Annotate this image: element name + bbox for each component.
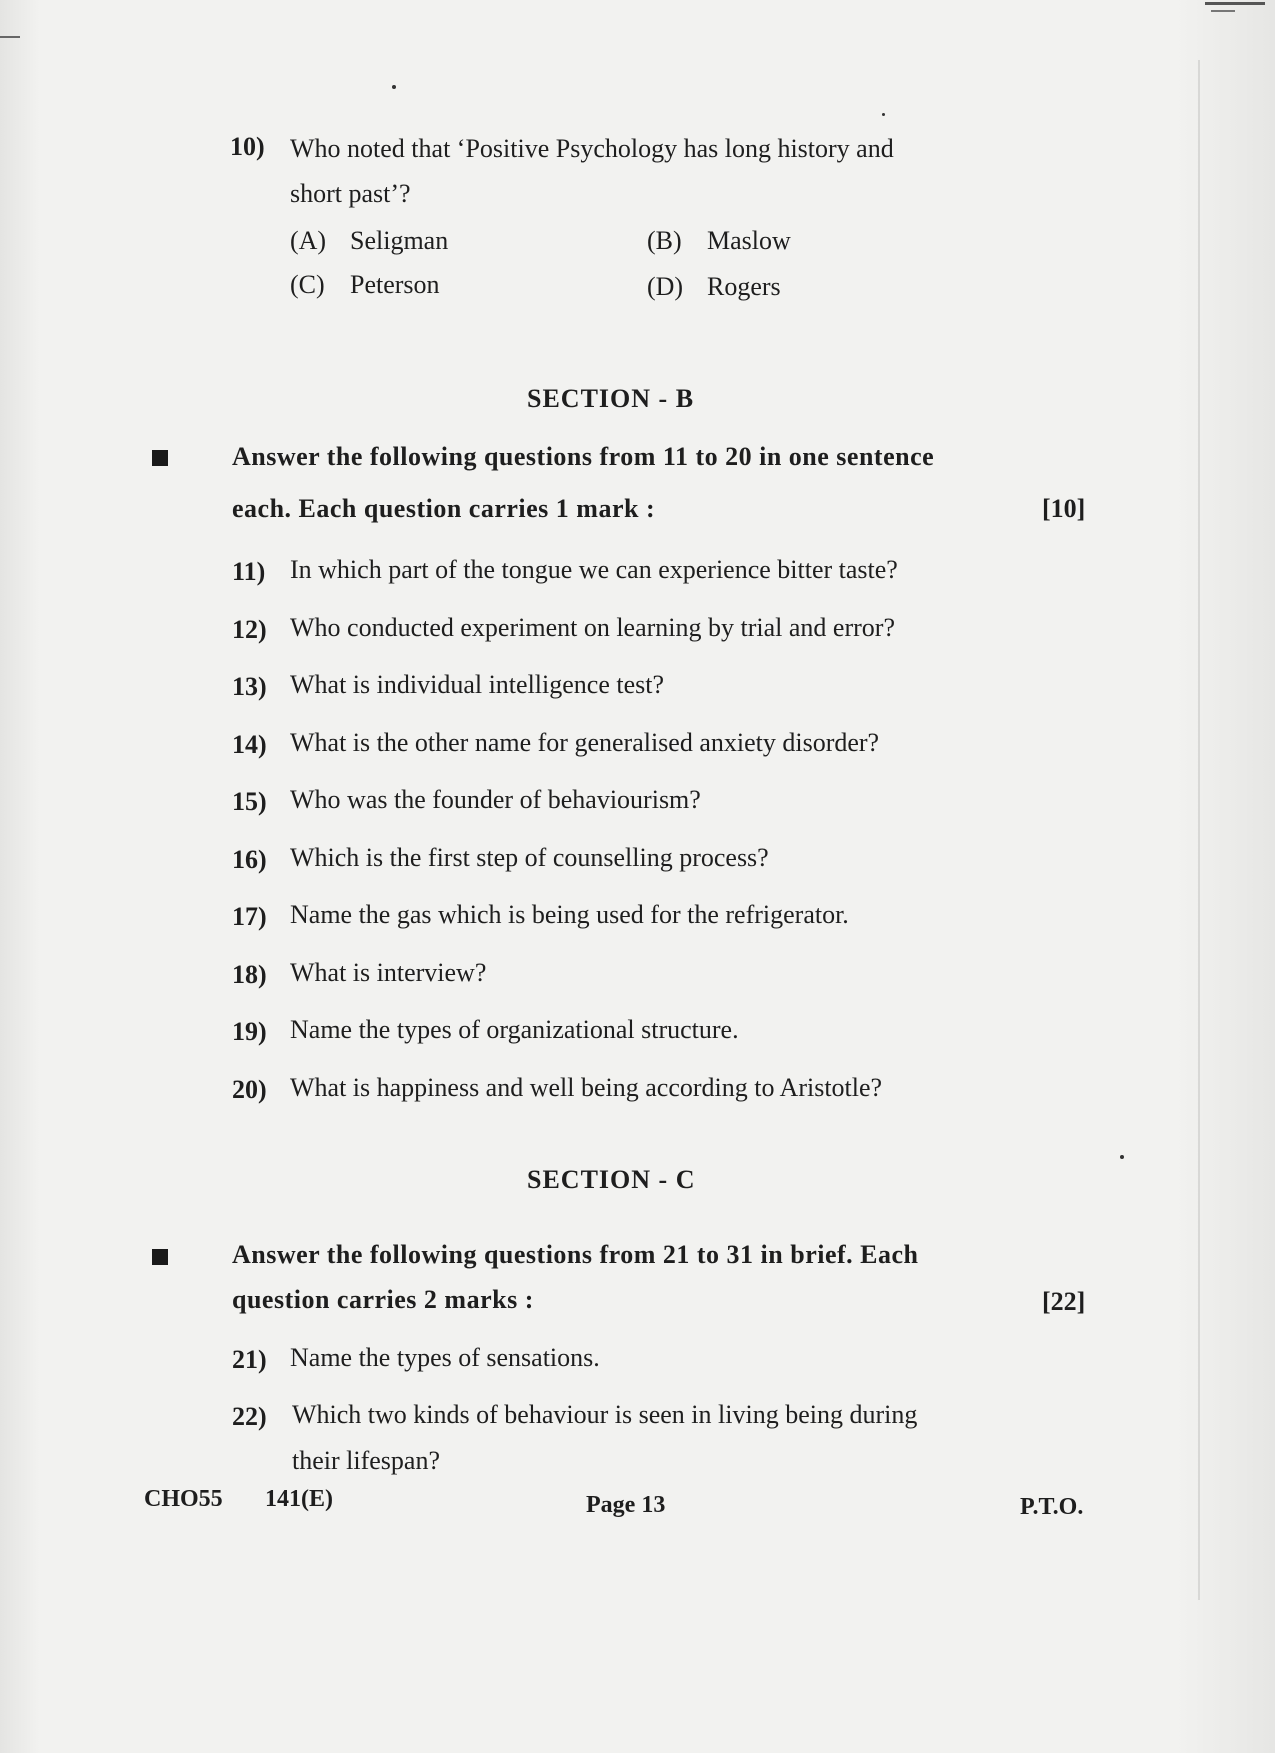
question-text: Which two kinds of behaviour is seen in living being during [292,1400,918,1429]
scan-speck [1120,1155,1124,1159]
section-c-marks: [22] [1042,1287,1086,1316]
option-a-letter: (A) [290,226,327,255]
footer-code: CHO55 [144,1486,223,1512]
section-b-instruction: Answer the following questions from 11 to 20 in one sentence [232,442,935,471]
option-d-text: Rogers [707,272,781,301]
pto-label: P.T.O. [1020,1494,1084,1520]
option-b-text: Maslow [707,226,791,255]
scan-speck [882,113,885,116]
section-c-instruction: question carries 2 marks : [232,1285,534,1314]
question-text: Name the types of organizational structure. [290,1015,739,1044]
question-text: Who noted that ‘Positive Psychology has long history and [290,134,894,163]
question-number: 19) [232,1017,267,1046]
question-number: 22) [232,1402,267,1431]
question-number: 13) [232,672,267,701]
footer-paper: 141(E) [265,1486,333,1512]
scan-fold-line [1198,60,1200,1600]
option-d-letter: (D) [647,272,684,301]
option-c-letter: (C) [290,270,325,299]
section-b-marks: [10] [1042,494,1086,523]
page-edge-left [0,0,40,1753]
option-c-text: Peterson [350,270,440,299]
question-number: 12) [232,615,267,644]
question-text: What is the other name for generalised anxiety disorder? [290,728,880,757]
question-number: 21) [232,1345,267,1374]
question-text: Who conducted experiment on learning by trial and error? [290,613,895,642]
bullet-icon [152,1249,168,1265]
question-text: What is interview? [290,958,487,987]
question-text: What is individual intelligence test? [290,670,665,699]
question-number: 16) [232,845,267,874]
question-number: 11) [232,557,266,586]
question-text: Name the types of sensations. [290,1343,600,1372]
question-number: 15) [232,787,267,816]
scan-mark [0,36,20,38]
question-text: What is happiness and well being according to Aristotle? [290,1073,883,1102]
page-number: Page 13 [586,1492,666,1518]
section-b-instruction: each. Each question carries 1 mark : [232,494,656,523]
question-text: Name the gas which is being used for the refrigerator. [290,900,849,929]
section-c-instruction: Answer the following questions from 21 to 31 in brief. Each [232,1240,919,1269]
question-number: 18) [232,960,267,989]
question-text: Who was the founder of behaviourism? [290,785,701,814]
option-a-text: Seligman [350,226,449,255]
question-number: 17) [232,902,267,931]
question-text: short past’? [290,179,411,208]
scan-mark [1205,2,1265,5]
scan-speck [392,85,396,89]
section-b-title: SECTION - B [527,384,695,413]
section-c-title: SECTION - C [527,1165,696,1194]
question-number: 20) [232,1075,267,1104]
question-text: In which part of the tongue we can experience bitter taste? [290,555,898,584]
question-text: Which is the first step of counselling process? [290,843,769,872]
question-number: 14) [232,730,267,759]
bullet-icon [152,450,168,466]
question-number: 10) [230,132,265,161]
scan-mark [1211,10,1235,12]
option-b-letter: (B) [647,226,682,255]
question-text: their lifespan? [292,1446,440,1475]
page-edge-right [1175,0,1275,1753]
